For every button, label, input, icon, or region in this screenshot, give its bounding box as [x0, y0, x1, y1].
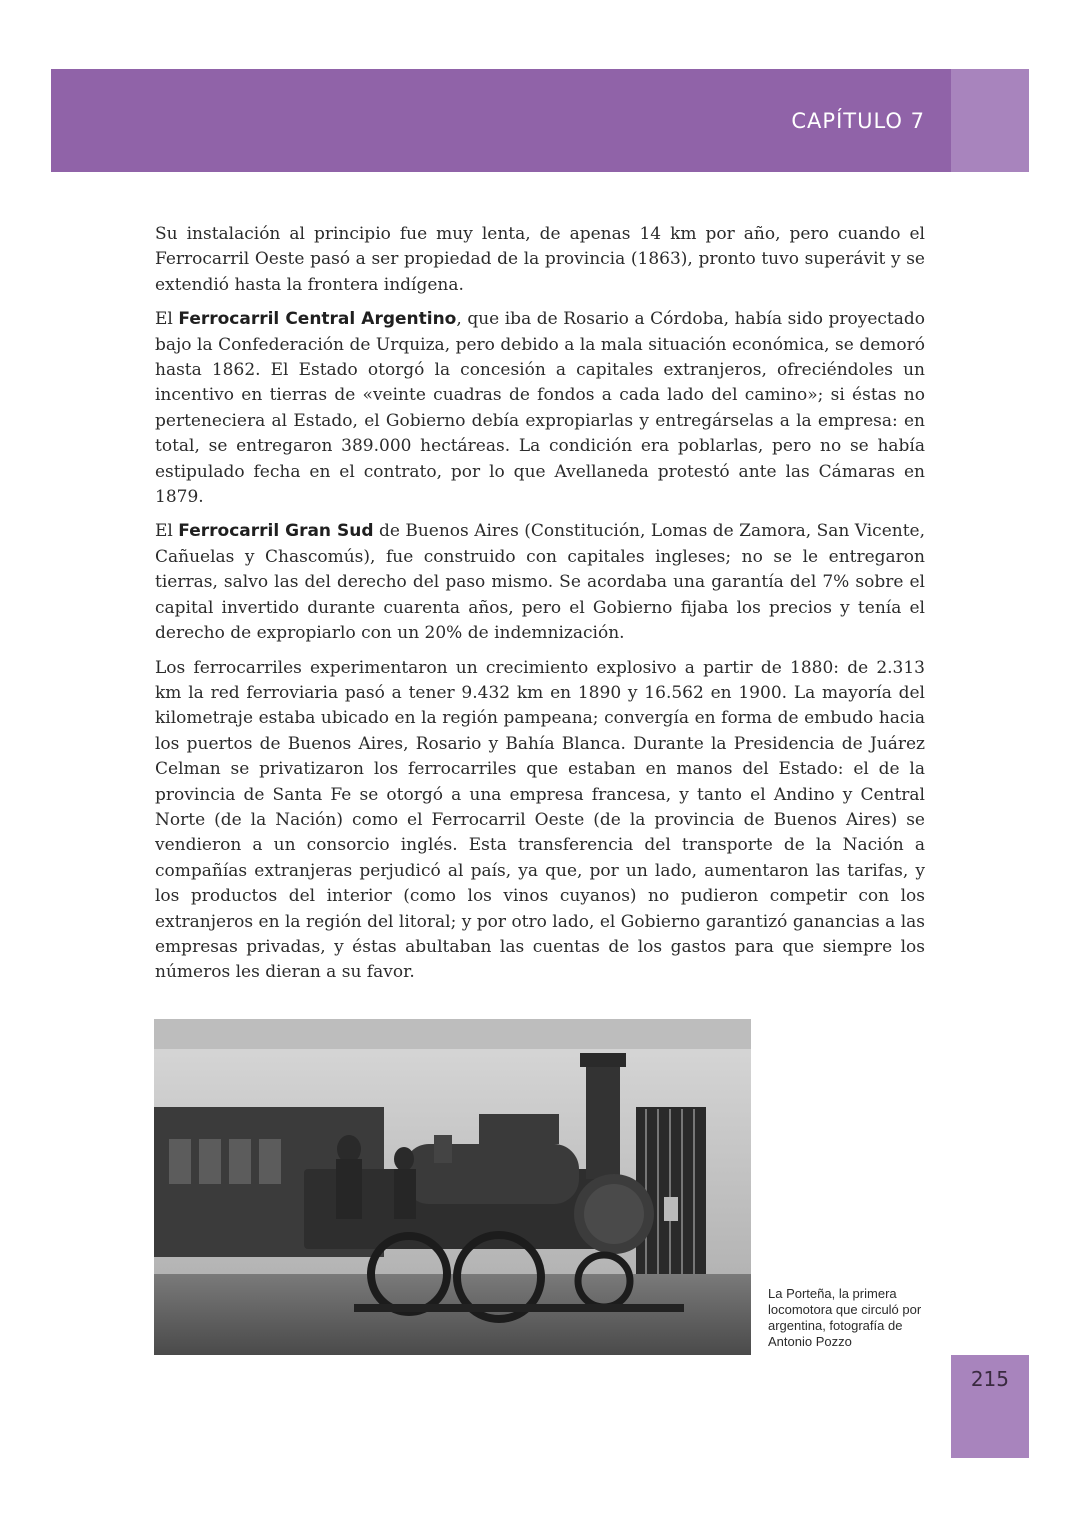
wall-window [479, 1114, 559, 1144]
paragraph-4 [155, 656, 925, 986]
chimney [586, 1059, 620, 1179]
locomotive-illustration [154, 1019, 751, 1355]
paragraph-3-lead: El [155, 521, 179, 542]
photo-caption: La Porteña, la primera locomotora que circuló por argentina, fotografía de Antonio Pozzo [768, 1286, 922, 1349]
chapter-title: CAPÍTULO 7 [791, 109, 925, 133]
page-number-tab [951, 1355, 1029, 1458]
paragraph-3 [155, 519, 925, 646]
chapter-header-band [51, 69, 951, 172]
paragraph-2 [155, 307, 925, 510]
paragraph-2-term: Ferrocarril Central Argentino [178, 309, 457, 330]
paragraph-2-text: , que iba de Rosario a Córdoba, había sido proyectado bajo la Confederación de Urquiza, pero debido a la mala situación económica, se demoró hasta 1862. El Estado otorgó la concesión a capitales extranjeros, ofreciéndoles un incentivo en tierras de «veinte cuadras de fondos a cada lado del camino»; si éstas no perteneciera al Estado, el Gobierno debía expropiarlas y entregárselas a la empresa: en total, se entregaron 389.000 hectáreas. La condición era poblarlas, pero no se había estipulado fecha en el contrato, por lo que Avellaneda protestó ante las Cámaras en 1879. [155, 309, 925, 508]
body-text [155, 222, 925, 995]
paragraph-3-term: Ferrocarril Gran Sud [178, 521, 374, 542]
locomotive-photo [154, 1019, 751, 1355]
paragraph-2-lead: El [155, 309, 179, 330]
header-corner-tab [951, 69, 1029, 172]
paragraph-3-text: de Buenos Aires (Constitución, Lomas de Zamora, San Vicente, Cañuelas y Chascomús), fue construido con capitales ingleses; no se le entregaron tierras, salvo las del derecho del paso mismo. Se acordaba una garantía del 7% sobre el capital invertido durante cuarenta años, pero el Gobierno fijaba los precios y tenía el derecho de expropiarlo con un 20% de indemnización. [155, 521, 925, 644]
paragraph-4-text: Los ferrocarriles experimentaron un crecimiento explosivo a partir de 1880: de 2.313 km la red ferroviaria pasó a tener 9.432 km en 1890 y 16.562 en 1900. La mayoría del kilometraje estaba ubicado en la región pampeana; convergía en forma de embudo hacia los puertos de Buenos Aires, Rosario y Bahía Blanca. Durante la Presidencia de Juárez Celman se privatizaron los ferrocarriles que estaban en manos del Estado: el de la provincia de Santa Fe se otorgó a una empresa francesa, y tanto el Andino y Central Norte (de la Nación) como el Ferrocarril Oeste (de la provincia de Buenos Aires) se vendieron a un consorcio inglés. Esta transferencia del transporte de la Nación a compañías extranjeras perjudicó al país, ya que, por un lado, aumentaron las tarifas, y los productos del interior (como los vinos cuyanos) no pudieron competir con los extranjeros en la región del litoral; y por otro lado, el Gobierno garantizó ganancias a las empresas privadas, y éstas abultaban las cuentas de los gastos para que siempre los números les dieran a su favor. [155, 657, 925, 983]
page-number: 215 [970, 1367, 1009, 1391]
paragraph-1-text: Su instalación al principio fue muy lenta, de apenas 14 km por año, pero cuando el Ferrocarril Oeste pasó a ser propiedad de la provincia (1863), pronto tuvo superávit y se extendió hasta la frontera indígena. [155, 224, 925, 295]
paragraph-1 [155, 222, 925, 298]
